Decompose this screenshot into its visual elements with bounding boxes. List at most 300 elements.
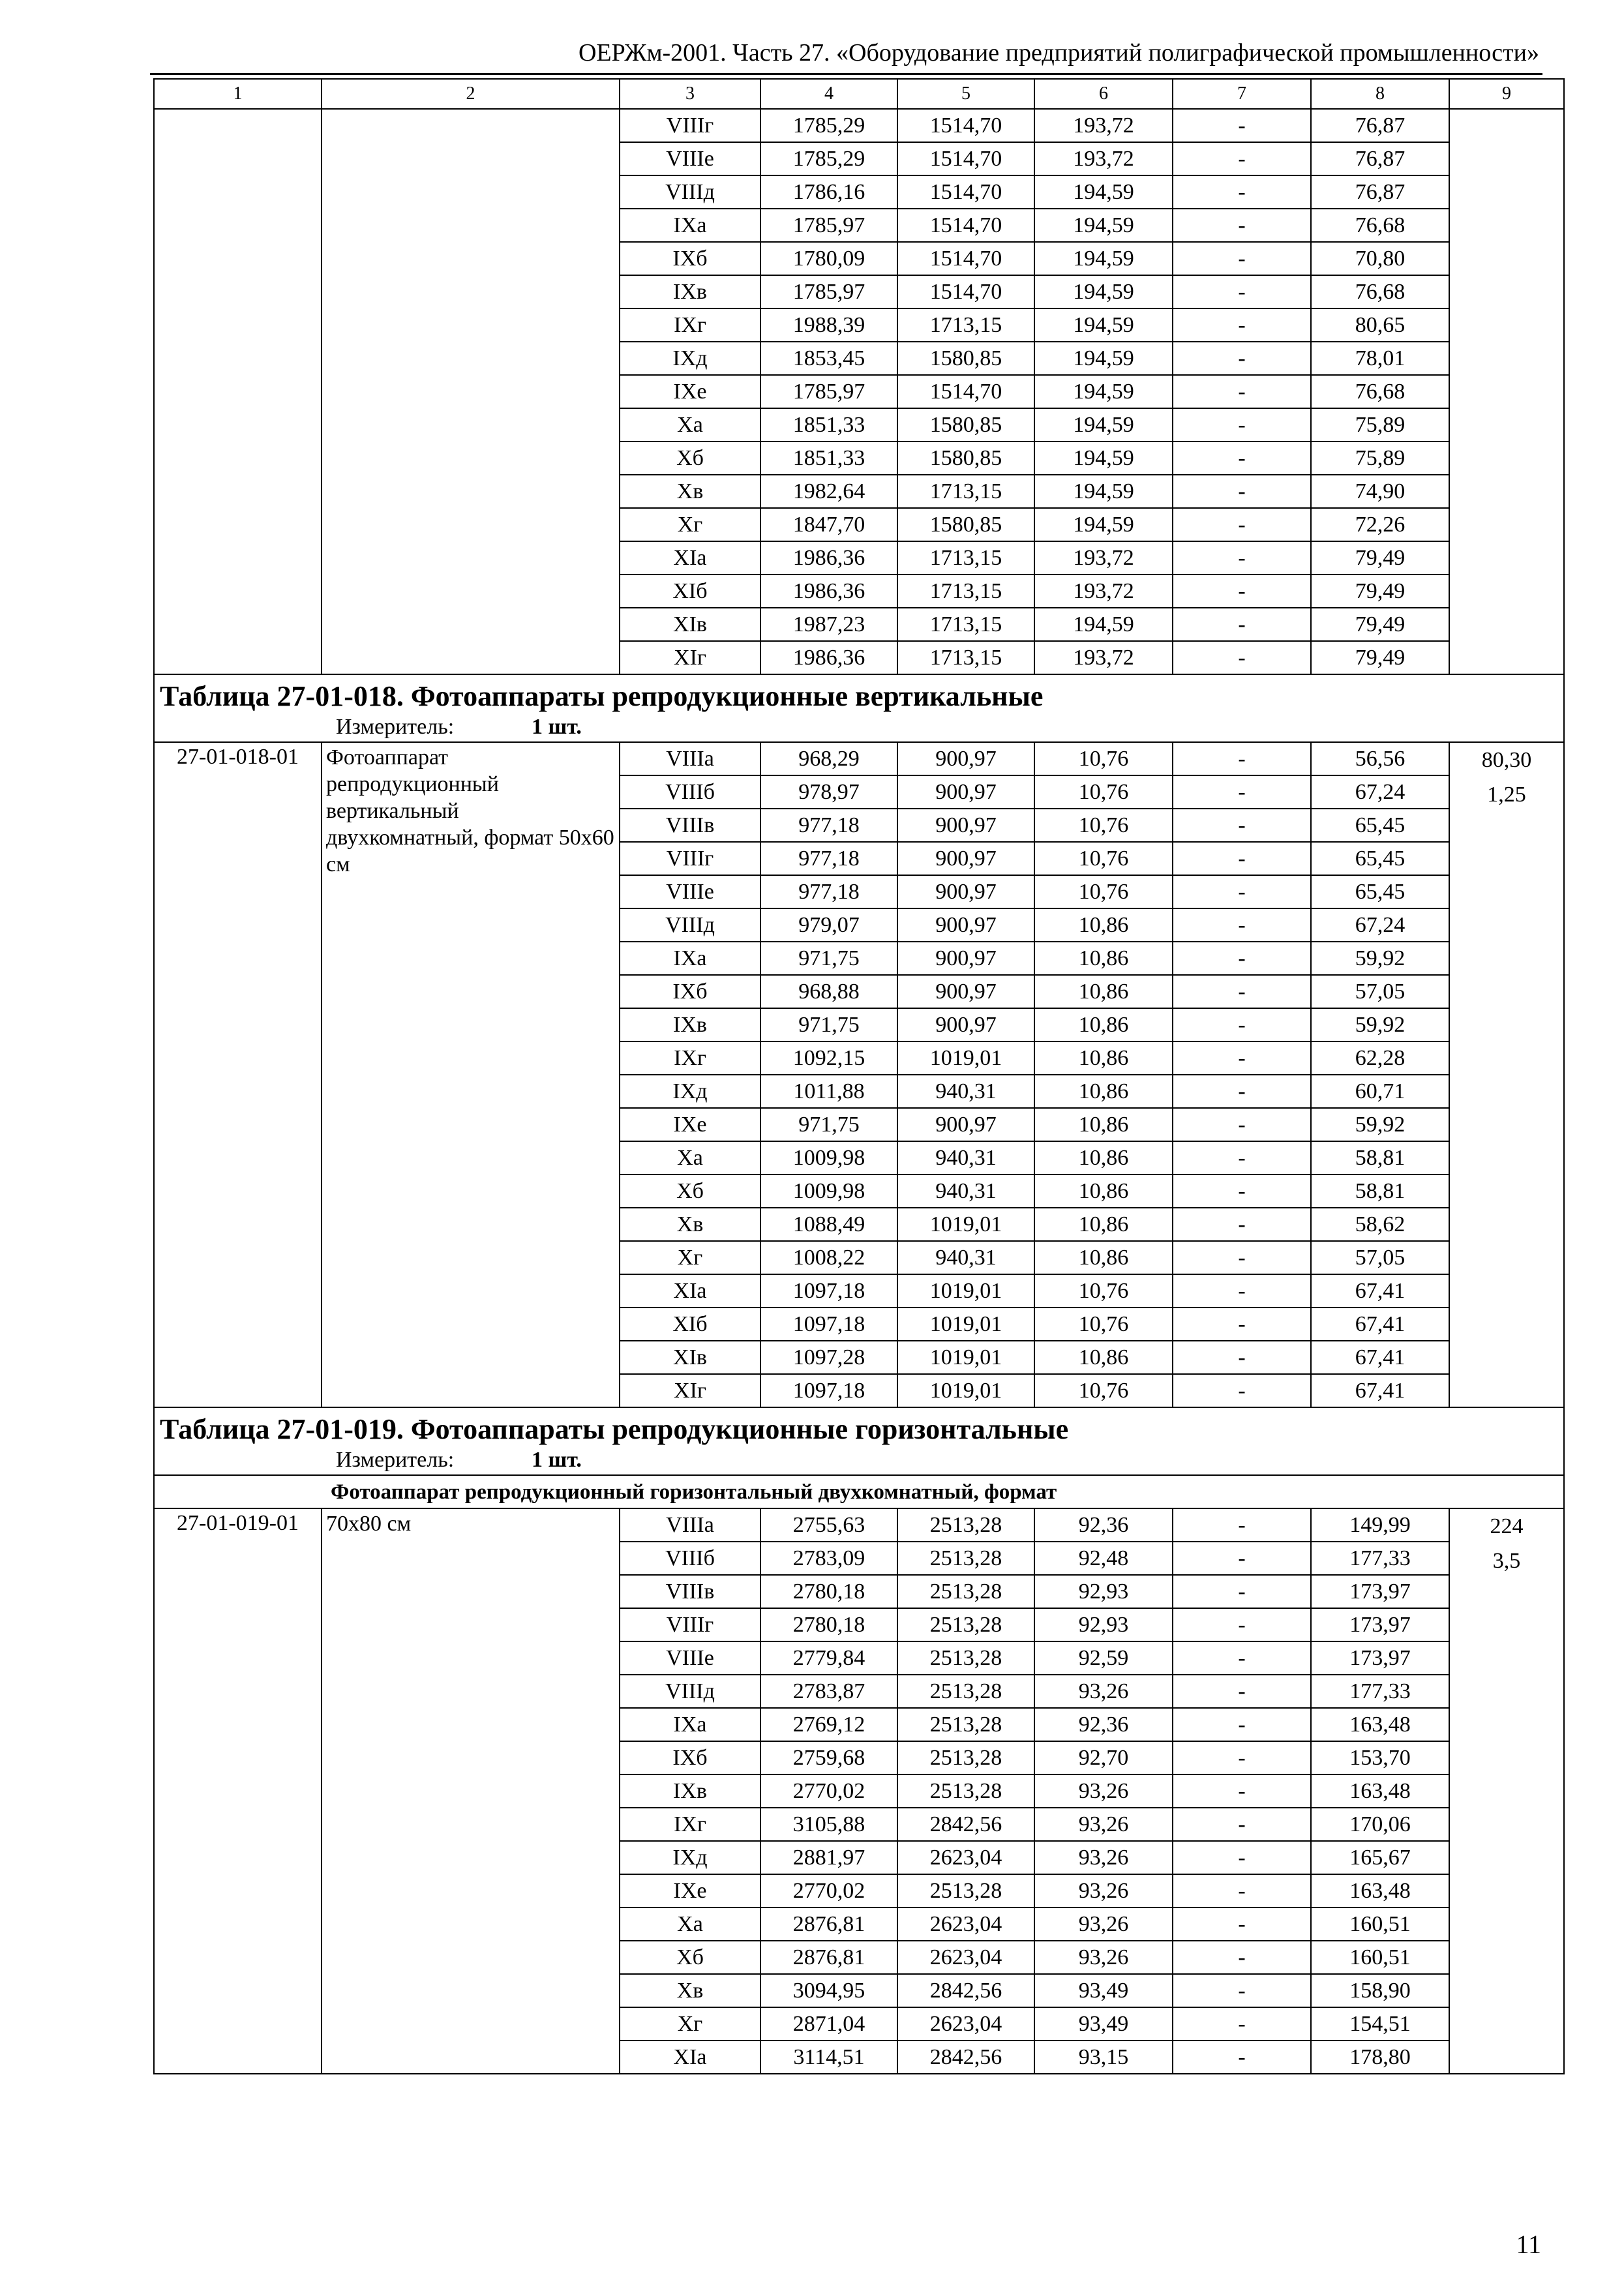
table-cell: 1986,36 <box>760 575 897 608</box>
table-cell: 163,48 <box>1311 1774 1449 1808</box>
table-cell: Xа <box>620 1141 760 1174</box>
table-cell: 58,81 <box>1311 1141 1449 1174</box>
table-cell: - <box>1173 875 1311 908</box>
table-cell: - <box>1173 1841 1311 1874</box>
column-number: 5 <box>897 79 1034 109</box>
table-cell: - <box>1173 109 1311 142</box>
table-cell: Xа <box>620 1908 760 1941</box>
table-cell: VIIIа <box>620 1508 760 1542</box>
table-cell: - <box>1173 842 1311 875</box>
table-cell: 1019,01 <box>897 1274 1034 1308</box>
table-cell: 160,51 <box>1311 1908 1449 1941</box>
table-cell: 1009,98 <box>760 1174 897 1208</box>
table-cell: 177,33 <box>1311 1542 1449 1575</box>
table-cell: - <box>1173 1708 1311 1741</box>
table-row <box>154 1508 1564 1542</box>
table-cell: 163,48 <box>1311 1874 1449 1908</box>
table-cell: 62,28 <box>1311 1041 1449 1075</box>
unit-value: 1 шт. <box>532 1448 582 1472</box>
table-cell: 1514,70 <box>897 209 1034 242</box>
table-cell: 2513,28 <box>897 1575 1034 1608</box>
header-rule <box>150 73 1542 75</box>
table-cell: 1713,15 <box>897 308 1034 342</box>
table-cell: 76,68 <box>1311 275 1449 308</box>
table-cell: 93,15 <box>1034 2041 1173 2074</box>
table-cell: - <box>1173 508 1311 541</box>
table-cell: - <box>1173 1941 1311 1974</box>
table-cell: 93,26 <box>1034 1774 1173 1808</box>
table-cell: 1986,36 <box>760 641 897 674</box>
table-cell: XIв <box>620 608 760 641</box>
table-cell: Xб <box>620 441 760 475</box>
table-cell: IXб <box>620 975 760 1008</box>
table-cell: - <box>1173 1241 1311 1274</box>
table-cell: 10,86 <box>1034 908 1173 942</box>
table-cell: 1019,01 <box>897 1041 1034 1075</box>
table-cell: 1713,15 <box>897 475 1034 508</box>
table-cell: - <box>1173 475 1311 508</box>
table-cell: IXе <box>620 1874 760 1908</box>
table-cell: - <box>1173 2041 1311 2074</box>
table-cell: 10,76 <box>1034 1374 1173 1407</box>
table-cell: - <box>1173 1741 1311 1774</box>
table-cell: 979,07 <box>760 908 897 942</box>
table-cell: IXа <box>620 209 760 242</box>
table-cell: 80,65 <box>1311 308 1449 342</box>
table-cell: 193,72 <box>1034 641 1173 674</box>
section-header-row <box>154 1407 1564 1475</box>
table-cell: 2513,28 <box>897 1774 1034 1808</box>
table-cell: 2513,28 <box>897 1675 1034 1708</box>
table-cell: - <box>1173 408 1311 441</box>
table-cell: 2513,28 <box>897 1608 1034 1641</box>
price-table <box>153 78 1565 2074</box>
table-cell: 900,97 <box>897 742 1034 775</box>
unit-value: 1 шт. <box>532 715 582 739</box>
table-cell: 2783,09 <box>760 1542 897 1575</box>
table-cell: 2783,87 <box>760 1675 897 1708</box>
table-cell: IXг <box>620 1041 760 1075</box>
table-cell: 10,76 <box>1034 1308 1173 1341</box>
table-cell: 971,75 <box>760 1108 897 1141</box>
table-cell: 194,59 <box>1034 408 1173 441</box>
table-cell: 2842,56 <box>897 1974 1034 2007</box>
table-cell: 2513,28 <box>897 1641 1034 1675</box>
table-cell: 59,92 <box>1311 1108 1449 1141</box>
table-cell: Xг <box>620 508 760 541</box>
table-cell: 93,26 <box>1034 1941 1173 1974</box>
table-cell: 60,71 <box>1311 1075 1449 1108</box>
table-cell: - <box>1173 1641 1311 1675</box>
table-cell: 971,75 <box>760 942 897 975</box>
table-cell: 1514,70 <box>897 242 1034 275</box>
table-cell: 940,31 <box>897 1075 1034 1108</box>
table-cell: - <box>1173 1675 1311 1708</box>
table-cell: 2780,18 <box>760 1575 897 1608</box>
table-cell: 67,24 <box>1311 775 1449 809</box>
table-cell: - <box>1173 1008 1311 1041</box>
extra-value: 80,30 <box>1481 748 1532 772</box>
table-cell: 92,59 <box>1034 1641 1173 1675</box>
table-cell: VIIIб <box>620 775 760 809</box>
table-cell: 78,01 <box>1311 342 1449 375</box>
table-cell: 1088,49 <box>760 1208 897 1241</box>
table-cell: 92,70 <box>1034 1741 1173 1774</box>
table-cell: 92,93 <box>1034 1608 1173 1641</box>
table-cell: 59,92 <box>1311 942 1449 975</box>
table-cell: 1988,39 <box>760 308 897 342</box>
subheading-row <box>154 1475 1564 1508</box>
table-cell: 968,88 <box>760 975 897 1008</box>
table-cell: 900,97 <box>897 775 1034 809</box>
table-cell: 1580,85 <box>897 408 1034 441</box>
table-cell: 76,68 <box>1311 375 1449 408</box>
table-cell: 165,67 <box>1311 1841 1449 1874</box>
table-cell: 10,76 <box>1034 842 1173 875</box>
table-cell: 1514,70 <box>897 275 1034 308</box>
table-cell: 58,62 <box>1311 1208 1449 1241</box>
table-cell: 57,05 <box>1311 975 1449 1008</box>
table-cell: - <box>1173 1508 1311 1542</box>
table-cell: 1514,70 <box>897 142 1034 175</box>
table-cell: 2779,84 <box>760 1641 897 1675</box>
table-cell: 93,26 <box>1034 1808 1173 1841</box>
table-row <box>154 109 1564 142</box>
table-cell: - <box>1173 575 1311 608</box>
unit-label: Измеритель: <box>336 715 455 739</box>
running-header: ОЕРЖм-2001. Часть 27. «Оборудование предприятий полиграфической промышленности» <box>578 39 1539 67</box>
table-cell: 1713,15 <box>897 608 1034 641</box>
table-cell: 3105,88 <box>760 1808 897 1841</box>
table-cell: Xа <box>620 408 760 441</box>
table-cell: 1785,29 <box>760 142 897 175</box>
table-cell: 76,87 <box>1311 109 1449 142</box>
section-header <box>154 674 1564 742</box>
table-cell: 2623,04 <box>897 1941 1034 1974</box>
table-cell: 67,41 <box>1311 1274 1449 1308</box>
position-code <box>154 109 322 674</box>
table-cell: 978,97 <box>760 775 897 809</box>
table-cell: XIа <box>620 1274 760 1308</box>
table-cell: 2513,28 <box>897 1542 1034 1575</box>
table-cell: VIIIе <box>620 142 760 175</box>
table-cell: 2770,02 <box>760 1774 897 1808</box>
table-cell: 56,56 <box>1311 742 1449 775</box>
column-number: 8 <box>1311 79 1449 109</box>
page-number: 11 <box>1516 2230 1541 2259</box>
table-cell: 977,18 <box>760 875 897 908</box>
table-cell: 2881,97 <box>760 1841 897 1874</box>
table-cell: 1713,15 <box>897 575 1034 608</box>
table-cell: XIа <box>620 541 760 575</box>
table-cell: 158,90 <box>1311 1974 1449 2007</box>
table-cell: IXд <box>620 1841 760 1874</box>
table-cell: Xб <box>620 1941 760 1974</box>
table-cell: 1009,98 <box>760 1141 897 1174</box>
table-cell: 173,97 <box>1311 1575 1449 1608</box>
table-cell: 1019,01 <box>897 1341 1034 1374</box>
table-cell: - <box>1173 1575 1311 1608</box>
table-cell: IXб <box>620 242 760 275</box>
table-cell: 10,86 <box>1034 975 1173 1008</box>
table-cell: - <box>1173 441 1311 475</box>
table-cell: 2876,81 <box>760 1941 897 1974</box>
table-cell: - <box>1173 1208 1311 1241</box>
table-cell: VIIIе <box>620 875 760 908</box>
table-cell: - <box>1173 275 1311 308</box>
table-cell: 92,36 <box>1034 1708 1173 1741</box>
unit-label: Измеритель: <box>336 1448 455 1472</box>
table-cell: 194,59 <box>1034 508 1173 541</box>
table-cell: 92,93 <box>1034 1575 1173 1608</box>
table-cell: 1019,01 <box>897 1308 1034 1341</box>
table-cell: 79,49 <box>1311 608 1449 641</box>
table-cell: 57,05 <box>1311 1241 1449 1274</box>
table-cell: XIг <box>620 641 760 674</box>
table-cell: 1847,70 <box>760 508 897 541</box>
table-cell: - <box>1173 1808 1311 1841</box>
table-cell: 1097,18 <box>760 1308 897 1341</box>
table-cell: 1982,64 <box>760 475 897 508</box>
table-cell: 1580,85 <box>897 441 1034 475</box>
table-cell: 67,24 <box>1311 908 1449 942</box>
table-cell: 67,41 <box>1311 1374 1449 1407</box>
table-cell: VIIIд <box>620 908 760 942</box>
table-cell: 194,59 <box>1034 375 1173 408</box>
table-cell: VIIIд <box>620 175 760 209</box>
table-cell: 10,86 <box>1034 1141 1173 1174</box>
table-cell: 940,31 <box>897 1141 1034 1174</box>
table-cell: 1097,18 <box>760 1274 897 1308</box>
table-cell: - <box>1173 608 1311 641</box>
table-cell: 75,89 <box>1311 408 1449 441</box>
table-cell: 2770,02 <box>760 1874 897 1908</box>
table-cell: 10,76 <box>1034 742 1173 775</box>
table-cell: 10,86 <box>1034 1108 1173 1141</box>
table-cell: IXв <box>620 1008 760 1041</box>
table-cell: XIб <box>620 575 760 608</box>
position-code: 27-01-019-01 <box>154 1508 322 2074</box>
table-cell: VIIIе <box>620 1641 760 1675</box>
table-cell: 10,86 <box>1034 942 1173 975</box>
column-number: 1 <box>154 79 322 109</box>
table-cell: - <box>1173 175 1311 209</box>
table-cell: IXг <box>620 1808 760 1841</box>
table-cell: IXв <box>620 1774 760 1808</box>
table-cell: 79,49 <box>1311 641 1449 674</box>
table-cell: 971,75 <box>760 1008 897 1041</box>
table-cell: 153,70 <box>1311 1741 1449 1774</box>
table-cell: 2623,04 <box>897 1908 1034 1941</box>
table-title: Таблица 27-01-019. Фотоаппараты репродукционные горизонтальные <box>160 1413 1069 1445</box>
column-number: 2 <box>322 79 620 109</box>
table-cell: 2871,04 <box>760 2007 897 2041</box>
table-cell: 900,97 <box>897 842 1034 875</box>
table-cell: 93,49 <box>1034 1974 1173 2007</box>
column-number: 9 <box>1449 79 1564 109</box>
table-cell: 93,26 <box>1034 1874 1173 1908</box>
section-header-row <box>154 674 1564 742</box>
table-cell: 900,97 <box>897 875 1034 908</box>
table-cell: - <box>1173 1874 1311 1908</box>
table-cell: VIIIг <box>620 842 760 875</box>
table-cell: - <box>1173 1108 1311 1141</box>
extra-values <box>1449 109 1564 674</box>
table-cell: Xв <box>620 475 760 508</box>
table-cell: 2876,81 <box>760 1908 897 1941</box>
table-cell: 1786,16 <box>760 175 897 209</box>
table-cell: 149,99 <box>1311 1508 1449 1542</box>
table-cell: 75,89 <box>1311 441 1449 475</box>
table-cell: 177,33 <box>1311 1675 1449 1708</box>
table-cell: 1785,97 <box>760 209 897 242</box>
table-cell: VIIIа <box>620 742 760 775</box>
table-cell: - <box>1173 142 1311 175</box>
table-cell: 194,59 <box>1034 475 1173 508</box>
table-cell: - <box>1173 541 1311 575</box>
table-cell: VIIIв <box>620 1575 760 1608</box>
table-cell: - <box>1173 975 1311 1008</box>
extra-values <box>1449 742 1564 1407</box>
extra-value: 224 <box>1490 1514 1524 1538</box>
table-cell: 193,72 <box>1034 575 1173 608</box>
table-cell: Xв <box>620 1208 760 1241</box>
column-number: 7 <box>1173 79 1311 109</box>
table-cell: - <box>1173 908 1311 942</box>
table-cell: VIIIг <box>620 1608 760 1641</box>
table-cell: 1785,97 <box>760 375 897 408</box>
table-cell: 170,06 <box>1311 1808 1449 1841</box>
table-cell: 2780,18 <box>760 1608 897 1641</box>
table-cell: 10,76 <box>1034 809 1173 842</box>
table-cell: 173,97 <box>1311 1608 1449 1641</box>
table-cell: Xг <box>620 1241 760 1274</box>
table-cell: 65,45 <box>1311 809 1449 842</box>
table-cell: 193,72 <box>1034 109 1173 142</box>
table-cell: 2513,28 <box>897 1741 1034 1774</box>
extra-value: 1,25 <box>1487 783 1526 807</box>
table-cell: - <box>1173 242 1311 275</box>
table-cell: 1514,70 <box>897 109 1034 142</box>
table-cell: 1987,23 <box>760 608 897 641</box>
table-cell: - <box>1173 375 1311 408</box>
table-cell: 79,49 <box>1311 541 1449 575</box>
table-cell: 1713,15 <box>897 541 1034 575</box>
table-cell: - <box>1173 342 1311 375</box>
price-table-body <box>154 79 1564 2074</box>
position-name <box>322 109 620 674</box>
table-cell: 74,90 <box>1311 475 1449 508</box>
table-cell: 3094,95 <box>760 1974 897 2007</box>
table-cell: 2769,12 <box>760 1708 897 1741</box>
table-cell: 194,59 <box>1034 308 1173 342</box>
table-cell: - <box>1173 2007 1311 2041</box>
table-cell: 67,41 <box>1311 1341 1449 1374</box>
table-cell: - <box>1173 308 1311 342</box>
table-cell: 92,36 <box>1034 1508 1173 1542</box>
table-cell: 1097,28 <box>760 1341 897 1374</box>
table-cell: 900,97 <box>897 809 1034 842</box>
table-cell: 10,86 <box>1034 1174 1173 1208</box>
table-cell: - <box>1173 1075 1311 1108</box>
extra-values <box>1449 1508 1564 2074</box>
table-cell: - <box>1173 1274 1311 1308</box>
table-cell: 2513,28 <box>897 1708 1034 1741</box>
table-cell: 2755,63 <box>760 1508 897 1542</box>
table-cell: 160,51 <box>1311 1941 1449 1974</box>
table-cell: 76,68 <box>1311 209 1449 242</box>
table-cell: Xв <box>620 1974 760 2007</box>
table-cell: - <box>1173 809 1311 842</box>
table-cell: - <box>1173 1174 1311 1208</box>
table-cell: 2513,28 <box>897 1508 1034 1542</box>
table-cell: IXе <box>620 1108 760 1141</box>
table-cell: 10,86 <box>1034 1208 1173 1241</box>
table-cell: 163,48 <box>1311 1708 1449 1741</box>
table-cell: 1092,15 <box>760 1041 897 1075</box>
table-cell: 194,59 <box>1034 441 1173 475</box>
table-cell: 1853,45 <box>760 342 897 375</box>
table-cell: 92,48 <box>1034 1542 1173 1575</box>
table-cell: 193,72 <box>1034 541 1173 575</box>
table-cell: 79,49 <box>1311 575 1449 608</box>
table-cell: IXд <box>620 342 760 375</box>
table-cell: 1851,33 <box>760 441 897 475</box>
table-cell: 178,80 <box>1311 2041 1449 2074</box>
table-cell: IXб <box>620 1741 760 1774</box>
table-cell: - <box>1173 1041 1311 1075</box>
table-cell: 1785,97 <box>760 275 897 308</box>
extra-value: 3,5 <box>1492 1549 1521 1573</box>
table-cell: 59,92 <box>1311 1008 1449 1041</box>
table-cell: 93,26 <box>1034 1675 1173 1708</box>
table-cell: 977,18 <box>760 842 897 875</box>
table-cell: 10,86 <box>1034 1041 1173 1075</box>
table-cell: 900,97 <box>897 1008 1034 1041</box>
table-cell: 1011,88 <box>760 1075 897 1108</box>
table-cell: 1019,01 <box>897 1374 1034 1407</box>
table-cell: - <box>1173 942 1311 975</box>
table-cell: - <box>1173 1374 1311 1407</box>
table-cell: 1580,85 <box>897 342 1034 375</box>
table-cell: 10,86 <box>1034 1241 1173 1274</box>
table-cell: - <box>1173 209 1311 242</box>
table-cell: IXа <box>620 1708 760 1741</box>
table-cell: 1785,29 <box>760 109 897 142</box>
position-name: Фотоаппарат репродукционный вертикальный двухкомнатный, формат 50х60 см <box>322 742 620 1407</box>
table-title: Таблица 27-01-018. Фотоаппараты репродукционные вертикальные <box>160 680 1044 712</box>
table-cell: 1514,70 <box>897 375 1034 408</box>
table-cell: 58,81 <box>1311 1174 1449 1208</box>
table-cell: 93,26 <box>1034 1908 1173 1941</box>
table-cell: - <box>1173 742 1311 775</box>
table-cell: 173,97 <box>1311 1641 1449 1675</box>
table-cell: 194,59 <box>1034 242 1173 275</box>
table-cell: 900,97 <box>897 1108 1034 1141</box>
table-cell: 900,97 <box>897 908 1034 942</box>
table-cell: XIг <box>620 1374 760 1407</box>
table-cell: - <box>1173 1141 1311 1174</box>
table-cell: - <box>1173 1308 1311 1341</box>
table-row <box>154 742 1564 775</box>
table-cell: 93,26 <box>1034 1841 1173 1874</box>
table-cell: 65,45 <box>1311 842 1449 875</box>
table-cell: 194,59 <box>1034 209 1173 242</box>
table-cell: 2842,56 <box>897 1808 1034 1841</box>
table-cell: 10,86 <box>1034 1008 1173 1041</box>
table-cell: - <box>1173 641 1311 674</box>
column-number: 3 <box>620 79 760 109</box>
